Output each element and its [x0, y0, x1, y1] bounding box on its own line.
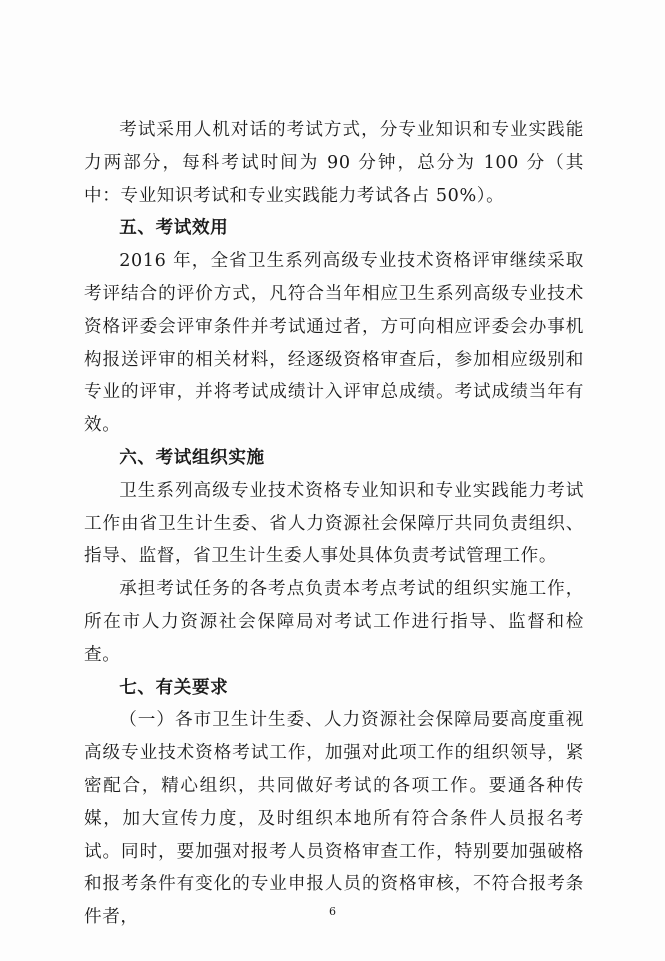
section-heading-exam-validity: 五、考试效用 [119, 217, 229, 239]
paragraph-exam-method: 考试采用人机对话的考试方式，分专业知识和专业实践能力两部分，每科考试时间为 90 分钟，总分为 100 分（其中：专业知识考试和专业实践能力考试各占 50%）。 [84, 120, 584, 206]
section-heading-requirements: 七、有关要求 [119, 676, 229, 698]
paragraph-exam-organization: 卫生系列高级专业技术资格专业知识和专业实践能力考试工作由省卫生计生委、省人力资源社会保障厅共同负责组织、指导、监督，省卫生计生委人事处具体负责考试管理工作。 [84, 480, 584, 567]
document-body [84, 114, 584, 934]
paragraph-exam-validity: 2016 年，全省卫生系列高级专业技术资格评审继续采取考评结合的评价方式，凡符合当年相应卫生系列高级专业技术资格评委会评审条件并考试通过者，方可向相应评委会办事机构报送评审的相关材料，经逐级资格审查后，参加相应级别和专业的评审，并将考试成绩计入评审总成绩。考试成绩当年有效。 [84, 251, 584, 436]
paragraph-exam-sites: 承担考试任务的各考点负责本考点考试的组织实施工作，所在市人力资源社会保障局对考试工作进行指导、监督和检查。 [84, 579, 584, 665]
page-number: 6 [329, 905, 336, 918]
section-heading-exam-organization: 六、考试组织实施 [119, 446, 265, 468]
paragraph-requirement-one: （一）各市卫生计生委、人力资源社会保障局要高度重视高级专业技术资格考试工作，加强对此项工作的组织领导，紧密配合，精心组织，共同做好考试的各项工作。要通各种传媒，加大宣传力度，及时组织本地所有符合条件人员报名考试。同时，要加强对报考人员资格审查工作，特别要加强破格和报考条件有变化的专业申报人员的资格审核，不符合报考条件者， [84, 710, 584, 928]
